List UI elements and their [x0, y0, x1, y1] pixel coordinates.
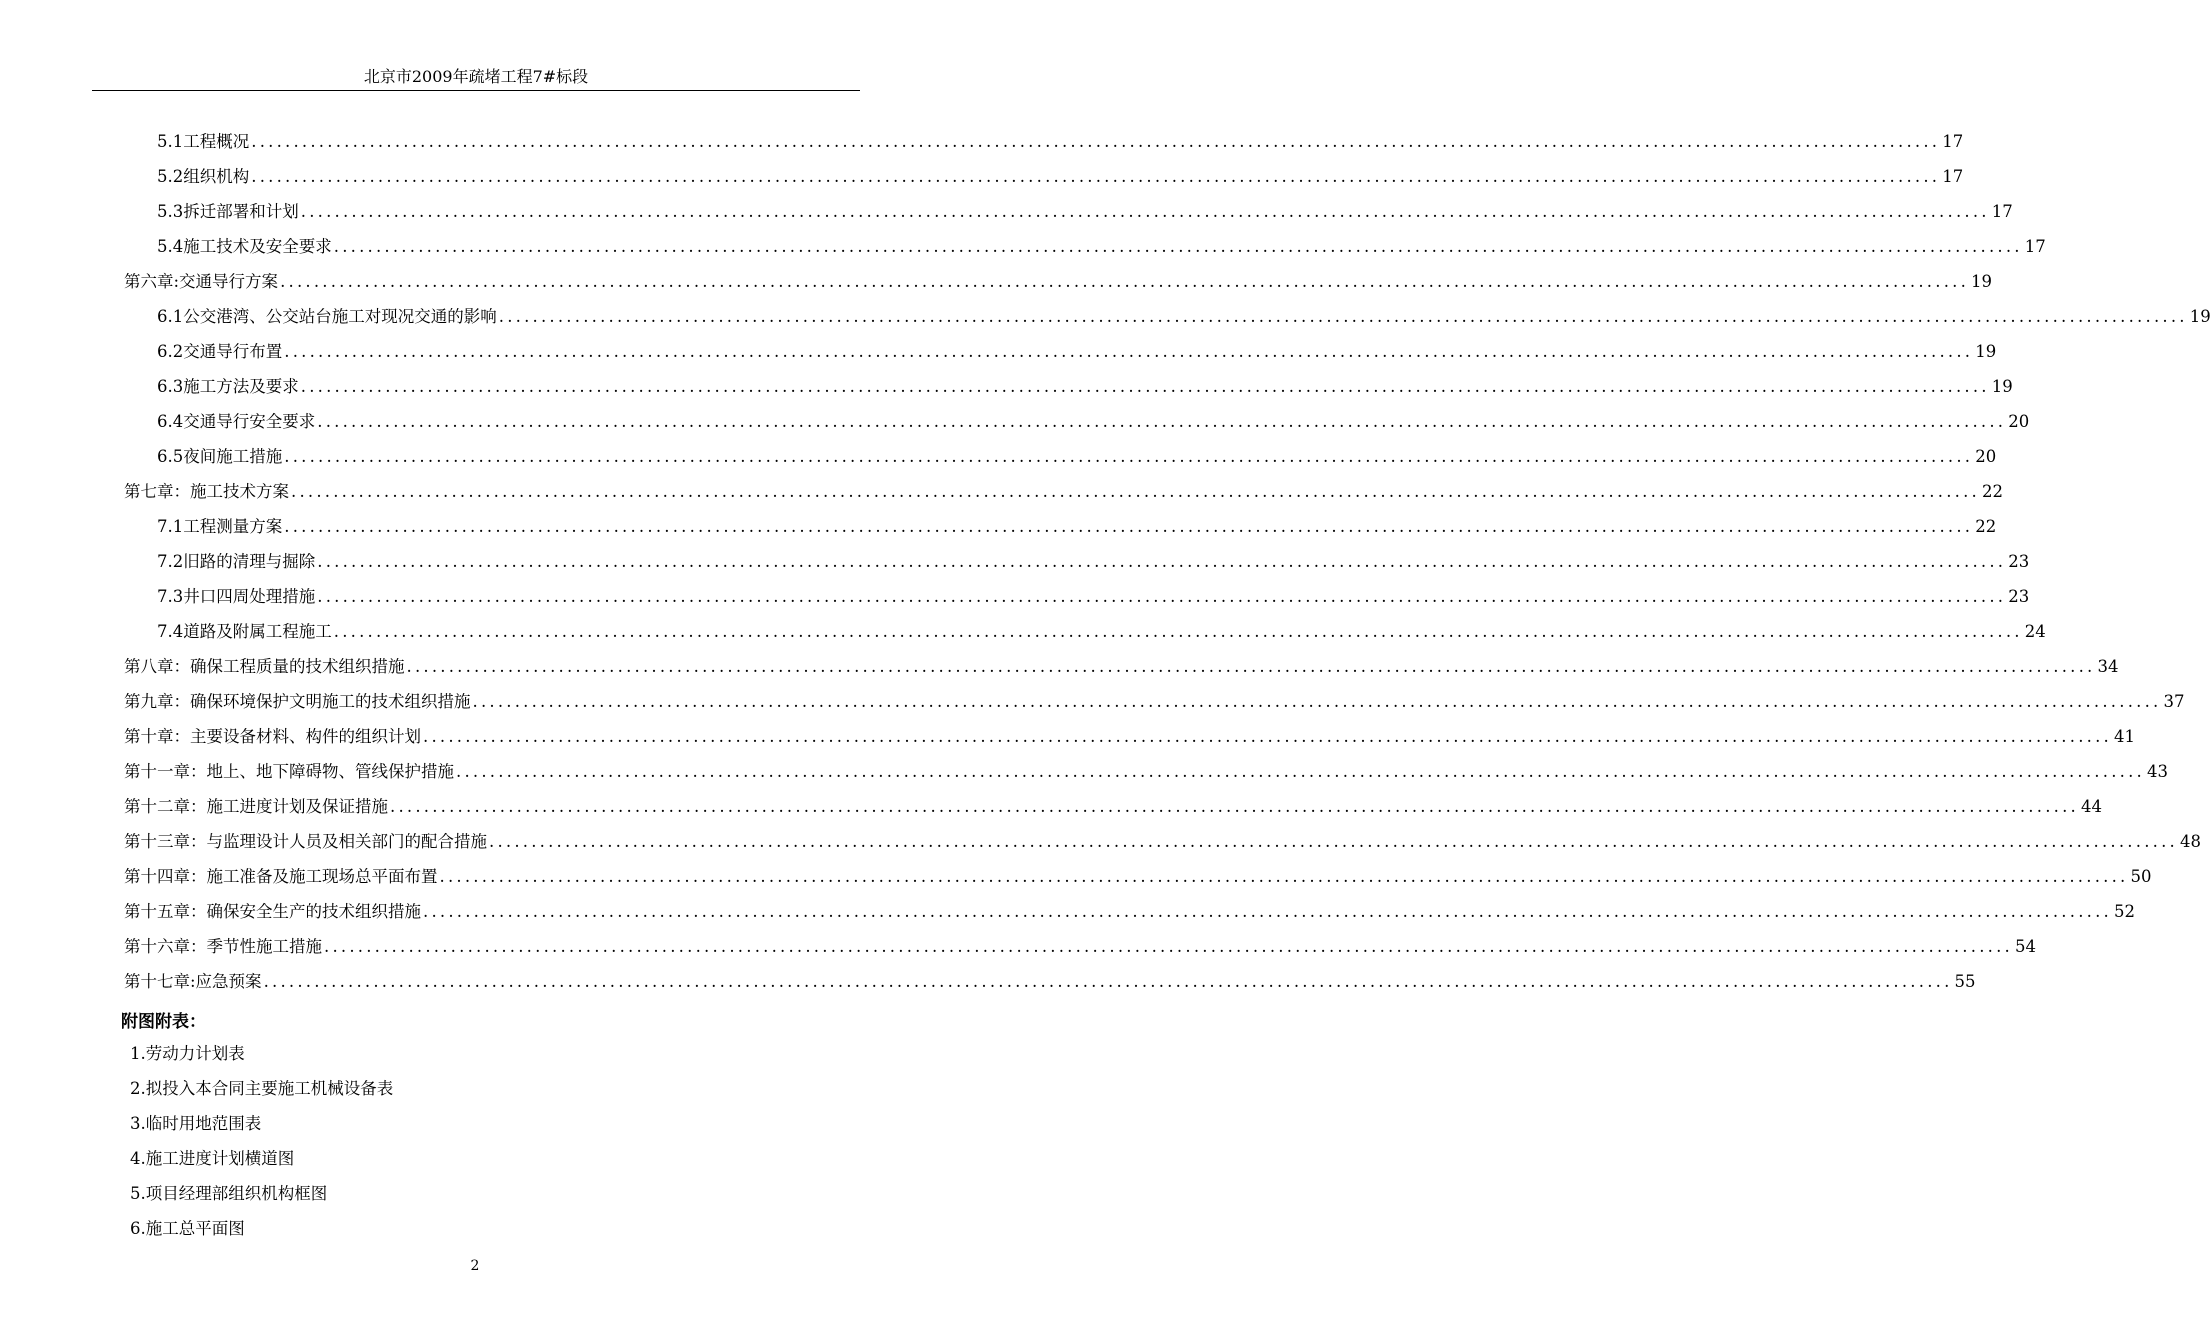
toc-entry-page: 24	[2024, 622, 2046, 641]
toc-leader-dots: ........................................................................................................................................................................................................	[333, 237, 2023, 256]
appendix-item: 2.拟投入本合同主要施工机械设备表	[130, 1079, 394, 1098]
toc-entry-page: 37	[2163, 692, 2185, 711]
toc-entry[interactable]	[124, 859, 2152, 894]
toc-entry[interactable]	[124, 824, 2201, 859]
toc-entry-page: 44	[2080, 797, 2102, 816]
toc-entry[interactable]	[157, 579, 2030, 614]
toc-leader-dots: ........................................................................................................................................................................................................	[456, 762, 2145, 781]
toc-entry-page: 20	[1975, 447, 1997, 466]
toc-entry-page: 19	[1991, 377, 2013, 396]
toc-entry-label: 第六章:交通导行方案	[124, 272, 279, 291]
toc-entry-label: 第九章：确保环境保护文明施工的技术组织措施	[124, 692, 471, 711]
toc-entry-page: 48	[2179, 832, 2201, 851]
toc-entry-page: 52	[2113, 902, 2135, 921]
toc-entry[interactable]	[124, 719, 2135, 754]
toc-entry[interactable]	[157, 194, 2013, 229]
toc-entry[interactable]	[124, 894, 2135, 929]
toc-entry[interactable]	[124, 964, 1976, 999]
toc-entry-label: 第十四章：施工准备及施工现场总平面布置	[124, 867, 438, 886]
toc-leader-dots: ........................................................................................................................................................................................................	[317, 552, 2007, 571]
toc-entry-page: 19	[1975, 342, 1997, 361]
toc-entry-page: 23	[2008, 587, 2030, 606]
toc-leader-dots: ........................................................................................................................................................................................................	[284, 517, 1974, 536]
toc-entry[interactable]	[157, 334, 1997, 369]
toc-leader-dots: ........................................................................................................................................................................................................	[284, 447, 1974, 466]
toc-entry-label: 7.4道路及附属工程施工	[157, 622, 332, 641]
toc-leader-dots: ........................................................................................................................................................................................................	[423, 727, 2112, 746]
appendix-item: 6.施工总平面图	[130, 1219, 245, 1238]
toc-entry[interactable]	[157, 369, 2013, 404]
appendix-item: 4.施工进度计划横道图	[130, 1149, 295, 1168]
toc-entry[interactable]	[124, 649, 2119, 684]
toc-entry[interactable]	[157, 614, 2046, 649]
appendix-item: 3.临时用地范围表	[130, 1114, 262, 1133]
toc-entry[interactable]	[157, 229, 2046, 264]
toc-entry-label: 第十三章：与监理设计人员及相关部门的配合措施	[124, 832, 487, 851]
header-title: 北京市2009年疏堵工程7#标段	[363, 67, 589, 86]
toc-leader-dots: ........................................................................................................................................................................................................	[489, 832, 2178, 851]
toc-entry-label: 第十二章：施工进度计划及保证措施	[124, 797, 388, 816]
toc-entry-page: 54	[2014, 937, 2036, 956]
toc-entry-page: 34	[2097, 657, 2119, 676]
toc-entry[interactable]	[157, 404, 2030, 439]
toc-entry-label: 第十五章：确保安全生产的技术组织措施	[124, 902, 421, 921]
toc-leader-dots: ........................................................................................................................................................................................................	[280, 272, 1970, 291]
toc-entry-label: 7.3井口四周处理措施	[157, 587, 316, 606]
toc-entry-page: 41	[2113, 727, 2135, 746]
toc-leader-dots: ........................................................................................................................................................................................................	[472, 692, 2162, 711]
toc-entry-label: 7.2旧路的清理与掘除	[157, 552, 316, 571]
toc-leader-dots: ........................................................................................................................................................................................................	[291, 482, 1980, 501]
toc-leader-dots: ........................................................................................................................................................................................................	[498, 307, 2188, 326]
toc-leader-dots: ........................................................................................................................................................................................................	[390, 797, 2079, 816]
toc-leader-dots: ........................................................................................................................................................................................................	[406, 657, 2096, 676]
toc-entry-label: 第十六章：季节性施工措施	[124, 937, 322, 956]
toc-entry[interactable]	[157, 124, 1964, 159]
toc-entry[interactable]	[157, 159, 1964, 194]
toc-leader-dots: ........................................................................................................................................................................................................	[439, 867, 2129, 886]
appendix-item: 1.劳动力计划表	[130, 1044, 245, 1063]
toc-entry-label: 5.2组织机构	[157, 167, 250, 186]
toc-entry-label: 第十一章：地上、地下障碍物、管线保护措施	[124, 762, 454, 781]
toc-entry-page: 43	[2146, 762, 2168, 781]
toc-entry[interactable]	[157, 544, 2030, 579]
toc-entry-label: 5.1工程概况	[157, 132, 250, 151]
toc-entry[interactable]	[124, 929, 2036, 964]
toc-entry-label: 5.4施工技术及安全要求	[157, 237, 332, 256]
toc-entry-page: 17	[2024, 237, 2046, 256]
toc-entry-page: 22	[1981, 482, 2003, 501]
toc-entry-page: 50	[2130, 867, 2152, 886]
toc-leader-dots: ........................................................................................................................................................................................................	[324, 937, 2013, 956]
toc-entry-label: 6.2交通导行布置	[157, 342, 283, 361]
toc-leader-dots: ........................................................................................................................................................................................................	[251, 132, 1941, 151]
toc-entry-label: 6.1公交港湾、公交站台施工对现况交通的影响	[157, 307, 497, 326]
toc-entry-page: 17	[1991, 202, 2013, 221]
toc-entry[interactable]	[124, 754, 2168, 789]
toc-entry[interactable]	[157, 299, 2211, 334]
toc-entry-label: 6.5夜间施工措施	[157, 447, 283, 466]
toc-entry-label: 6.4交通导行安全要求	[157, 412, 316, 431]
toc-leader-dots: ........................................................................................................................................................................................................	[284, 342, 1974, 361]
page-number: 2	[470, 1258, 480, 1274]
toc-leader-dots: ........................................................................................................................................................................................................	[317, 587, 2007, 606]
toc-leader-dots: ........................................................................................................................................................................................................	[251, 167, 1941, 186]
toc-leader-dots: ........................................................................................................................................................................................................	[300, 202, 1990, 221]
toc-entry[interactable]	[124, 684, 2185, 719]
toc-leader-dots: ........................................................................................................................................................................................................	[333, 622, 2023, 641]
toc-entry[interactable]	[157, 509, 1997, 544]
toc-entry[interactable]	[124, 264, 1993, 299]
toc-entry-page: 20	[2008, 412, 2030, 431]
toc-entry-page: 55	[1954, 972, 1976, 991]
toc-entry-page: 19	[2189, 307, 2211, 326]
toc-leader-dots: ........................................................................................................................................................................................................	[317, 412, 2007, 431]
toc-entry-label: 5.3拆迁部署和计划	[157, 202, 299, 221]
toc-entry-page: 17	[1942, 167, 1964, 186]
page-header	[92, 66, 860, 91]
toc-entry-label: 7.1工程测量方案	[157, 517, 283, 536]
toc-leader-dots: ........................................................................................................................................................................................................	[300, 377, 1990, 396]
toc-entry-label: 第七章：施工技术方案	[124, 482, 289, 501]
toc-leader-dots: ........................................................................................................................................................................................................	[423, 902, 2112, 921]
toc-entry[interactable]	[124, 789, 2102, 824]
appendix-item: 5.项目经理部组织机构框图	[130, 1184, 328, 1203]
toc-entry[interactable]	[157, 439, 1997, 474]
toc-entry[interactable]	[124, 474, 2003, 509]
toc-entry-label: 第十章：主要设备材料、构件的组织计划	[124, 727, 421, 746]
toc-entry-page: 17	[1942, 132, 1964, 151]
toc-entry-label: 6.3施工方法及要求	[157, 377, 299, 396]
toc-leader-dots: ........................................................................................................................................................................................................	[263, 972, 1953, 991]
toc-entry-page: 23	[2008, 552, 2030, 571]
appendix-title: 附图附表：	[121, 1012, 206, 1032]
toc-entry-label: 第八章：确保工程质量的技术组织措施	[124, 657, 405, 676]
toc-entry-page: 22	[1975, 517, 1997, 536]
toc-entry-label: 第十七章:应急预案	[124, 972, 262, 991]
toc-entry-page: 19	[1971, 272, 1993, 291]
